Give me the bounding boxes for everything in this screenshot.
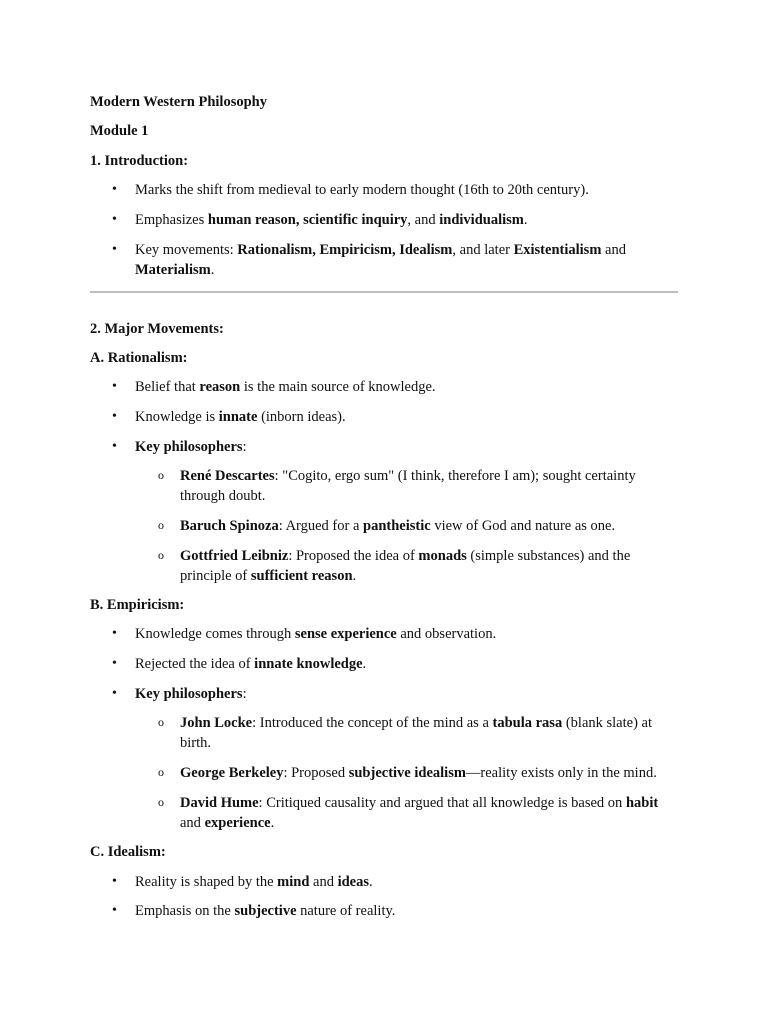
list-item: • Emphasizes human reason, scientific inquiry, and individualism. bbox=[90, 210, 680, 230]
section-heading-major-movements: 2. Major Movements: bbox=[90, 321, 224, 337]
list-item: o John Locke: Introduced the concept of the mind as a tabula rasa (blank slate) at birth. bbox=[90, 713, 680, 753]
list-item: • Knowledge comes through sense experience and observation. bbox=[90, 624, 680, 644]
idealism-list bbox=[90, 872, 680, 921]
rationalism-philosophers-list bbox=[90, 466, 680, 586]
list-item: • Reality is shaped by the mind and ideas. bbox=[90, 872, 680, 892]
empiricism-list bbox=[90, 624, 680, 704]
list-item: • Marks the shift from medieval to early modern thought (16th to 20th century). bbox=[90, 180, 680, 200]
intro-list bbox=[90, 180, 680, 280]
list-item: • Key philosophers: bbox=[90, 684, 680, 704]
list-item: • Knowledge is innate (inborn ideas). bbox=[90, 407, 680, 427]
subsection-heading-empiricism: B. Empiricism: bbox=[90, 597, 185, 613]
list-item: • Key philosophers: bbox=[90, 437, 680, 457]
list-item: o Gottfried Leibniz: Proposed the idea of monads (simple substances) and the principle of sufficient reason. bbox=[90, 546, 680, 586]
subsection-heading-rationalism: A. Rationalism: bbox=[90, 350, 188, 366]
section-heading-introduction: 1. Introduction: bbox=[90, 153, 189, 169]
list-item: • Emphasis on the subjective nature of reality. bbox=[90, 901, 680, 921]
document-title: Modern Western Philosophy bbox=[90, 94, 267, 110]
list-item: • Rejected the idea of innate knowledge. bbox=[90, 654, 680, 674]
empiricism-philosophers-list bbox=[90, 713, 680, 833]
document-body bbox=[90, 92, 680, 921]
list-item: o René Descartes: "Cogito, ergo sum" (I think, therefore I am); sought certainty through doubt. bbox=[90, 466, 680, 506]
module-label: Module 1 bbox=[90, 123, 149, 139]
list-item: o George Berkeley: Proposed subjective idealism—reality exists only in the mind. bbox=[90, 763, 680, 783]
list-item: o David Hume: Critiqued causality and argued that all knowledge is based on habit and experience. bbox=[90, 793, 680, 833]
list-item: • Key movements: Rationalism, Empiricism, Idealism, and later Existentialism and Materialism. bbox=[90, 240, 680, 280]
list-item: o Baruch Spinoza: Argued for a pantheistic view of God and nature as one. bbox=[90, 516, 680, 536]
list-item: • Belief that reason is the main source of knowledge. bbox=[90, 377, 680, 397]
subsection-heading-idealism: C. Idealism: bbox=[90, 844, 166, 860]
rationalism-list bbox=[90, 377, 680, 457]
